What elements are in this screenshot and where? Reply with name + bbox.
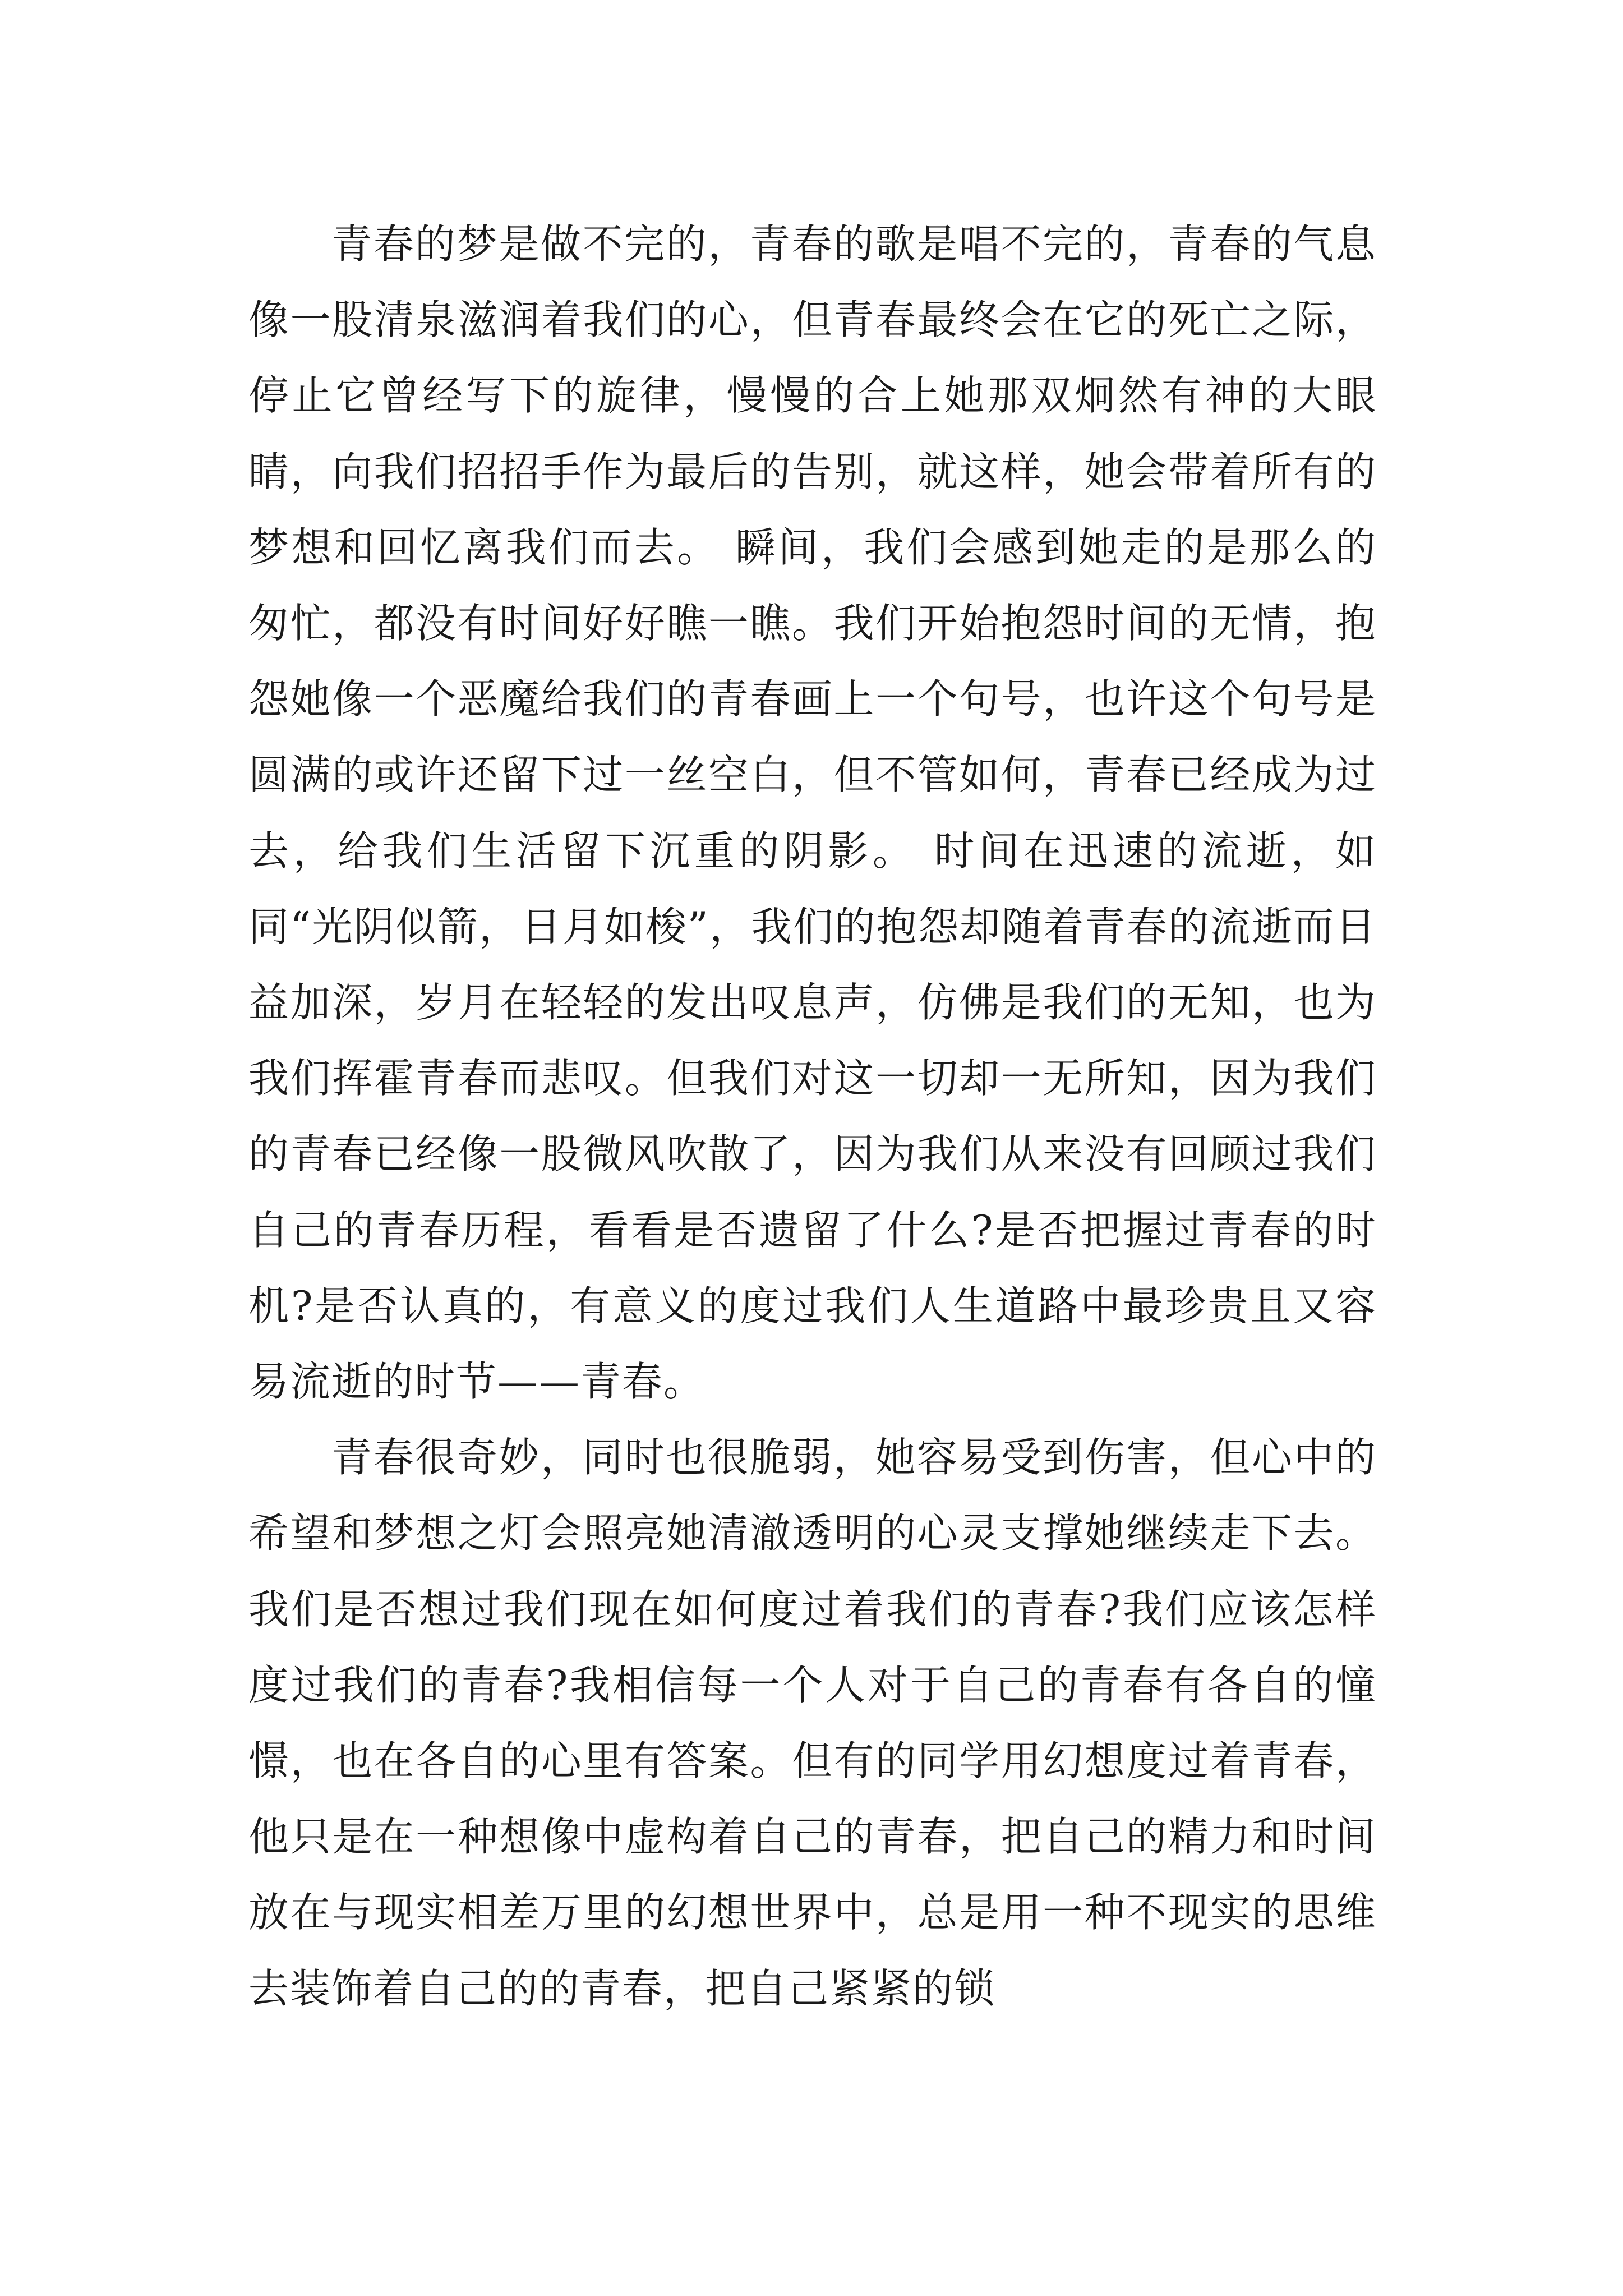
paragraph-2: 青春很奇妙，同时也很脆弱，她容易受到伤害，但心中的希望和梦想之灯会照亮她清澈透明的心灵支撑她继续走下去。 我们是否想过我们现在如何度过着我们的青春?我们应该怎样度过我们的青春?我相信每一个人对于自己的青春有各自的憧憬，也在各自的心里有答案。但有的同学用幻想度过着青春，他只是在一种想像中虚构着自己的青春，把自己的精力和时间放在与现实相差万里的幻想世界中，总是用一种不现实的思维去装饰着自己的的青春，把自己紧紧的锁	[248, 1434, 1377, 2012]
document-body	[248, 206, 1377, 2027]
paragraph-1: 青春的梦是做不完的，青春的歌是唱不完的，青春的气息像一股清泉滋润着我们的心，但青春最终会在它的死亡之际，停止它曾经写下的旋律，慢慢的合上她那双炯然有神的大眼睛，向我们招招手作为最后的告别，就这样，她会带着所有的梦想和回忆离我们而去。 瞬间，我们会感到她走的是那么的匆忙，都没有时间好好瞧一瞧。我们开始抱怨时间的无情，抱怨她像一个恶魔给我们的青春画上一个句号，也许这个句号是圆满的或许还留下过一丝空白，但不管如何，青春已经成为过去，给我们生活留下沉重的阴影。 时间在迅速的流逝，如同“光阴似箭，日月如梭”，我们的抱怨却随着青春的流逝而日益加深，岁月在轻轻的发出叹息声，仿佛是我们的无知，也为我们挥霍青春而悲叹。但我们对这一切却一无所知，因为我们的青春已经像一股微风吹散了，因为我们从来没有回顾过我们自己的青春历程，看看是否遗留了什么?是否把握过青春的时机?是否认真的，有意义的度过我们人生道路中最珍贵且又容易流逝的时节——青春。	[248, 220, 1377, 1406]
